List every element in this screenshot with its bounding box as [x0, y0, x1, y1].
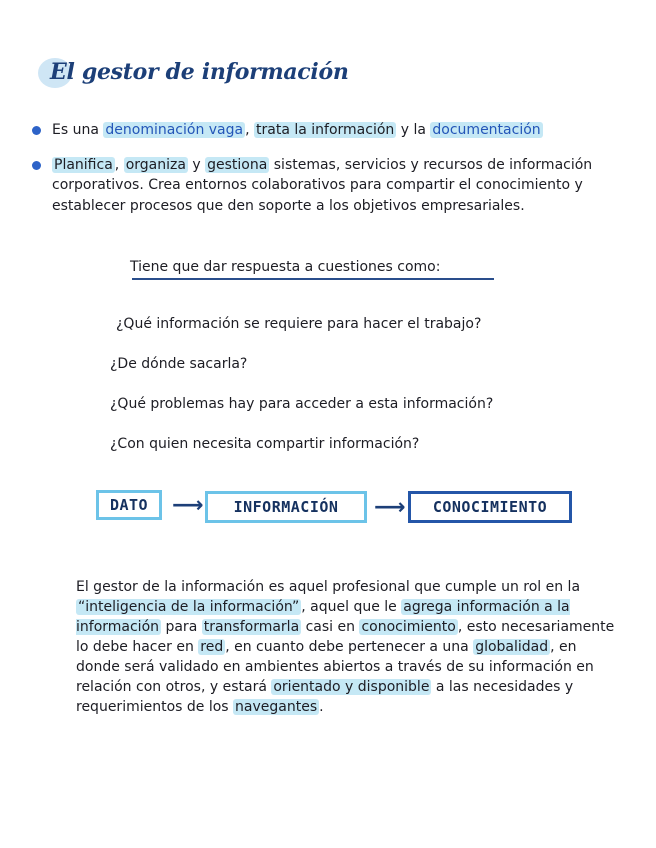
text-span: , esto necesariamente lo debe hacer en [76, 619, 615, 655]
text-span: . [319, 699, 324, 715]
flow-box-informacion: INFORMACIÓN [205, 491, 367, 523]
highlight-red: red [200, 639, 224, 655]
highlight-documentacion: documentación [432, 122, 541, 138]
bullet-dot-icon [32, 161, 41, 170]
text-span: para [161, 619, 202, 635]
text-span: y [187, 156, 206, 173]
highlight-globalidad: globalidad [475, 639, 549, 655]
highlight-trata: trata la información [256, 122, 395, 138]
question-item: ¿Qué información se requiere para hacer el trabajo? [116, 316, 482, 332]
highlight-organiza: organiza [125, 156, 186, 173]
highlight-conocimiento: conocimiento [361, 619, 456, 635]
highlight-agrega: agrega información a la información [76, 599, 570, 635]
text-span: El gestor de la información es aquel profesional que cumple un rol en la [76, 579, 581, 595]
highlight-inteligencia: “inteligencia de la información” [78, 599, 300, 615]
highlight-gestiona: gestiona [207, 156, 268, 173]
bullet-list [30, 120, 620, 216]
highlight-denominacion: denominación vaga [105, 122, 244, 138]
title-area [38, 54, 349, 90]
question-item: ¿Qué problemas hay para acceder a esta información? [110, 396, 494, 412]
highlight-transformarla: transformarla [203, 619, 300, 635]
bullet-item-functions [30, 155, 620, 217]
arrow-right-icon: ⟶ [172, 493, 204, 518]
bullet-dot-icon [32, 126, 41, 135]
text-span: , [114, 156, 124, 173]
arrow-right-icon: ⟶ [374, 495, 406, 520]
text-span: , en donde será validado en ambientes abiertos a través de su información en relación con otros, y estará [76, 639, 594, 695]
highlight-planifica: Planifica [54, 156, 113, 173]
text-span: , aquel que le [301, 599, 402, 615]
text-span: sistemas, servicios y recursos de información corporativos. Crea entornos colaborativos para compartir el conocimiento y establecer procesos que den soporte a los objetivos empresariales. [52, 156, 593, 214]
page-title: El gestor de información [50, 59, 349, 85]
questions-lead: Tiene que dar respuesta a cuestiones como: [130, 259, 441, 275]
text-span: , [245, 122, 255, 138]
text-span: a las necesidades y requerimientos de los [76, 679, 574, 715]
question-item: ¿Con quien necesita compartir información? [110, 436, 420, 452]
question-item: ¿De dónde sacarla? [110, 356, 248, 372]
highlight-orientado: orientado y disponible [273, 679, 430, 695]
flow-box-conocimiento: CONOCIMIENTO [408, 491, 572, 523]
questions-lead-underline [132, 278, 494, 280]
text-span: Es una [52, 122, 104, 138]
highlight-navegantes: navegantes [235, 699, 318, 715]
description-paragraph [76, 577, 620, 717]
text-span: y la [396, 122, 431, 138]
bullet-item-definition [30, 120, 620, 141]
flow-box-dato: DATO [96, 490, 162, 520]
text-span: , en cuanto debe pertenecer a una [225, 639, 474, 655]
text-span: casi en [301, 619, 360, 635]
